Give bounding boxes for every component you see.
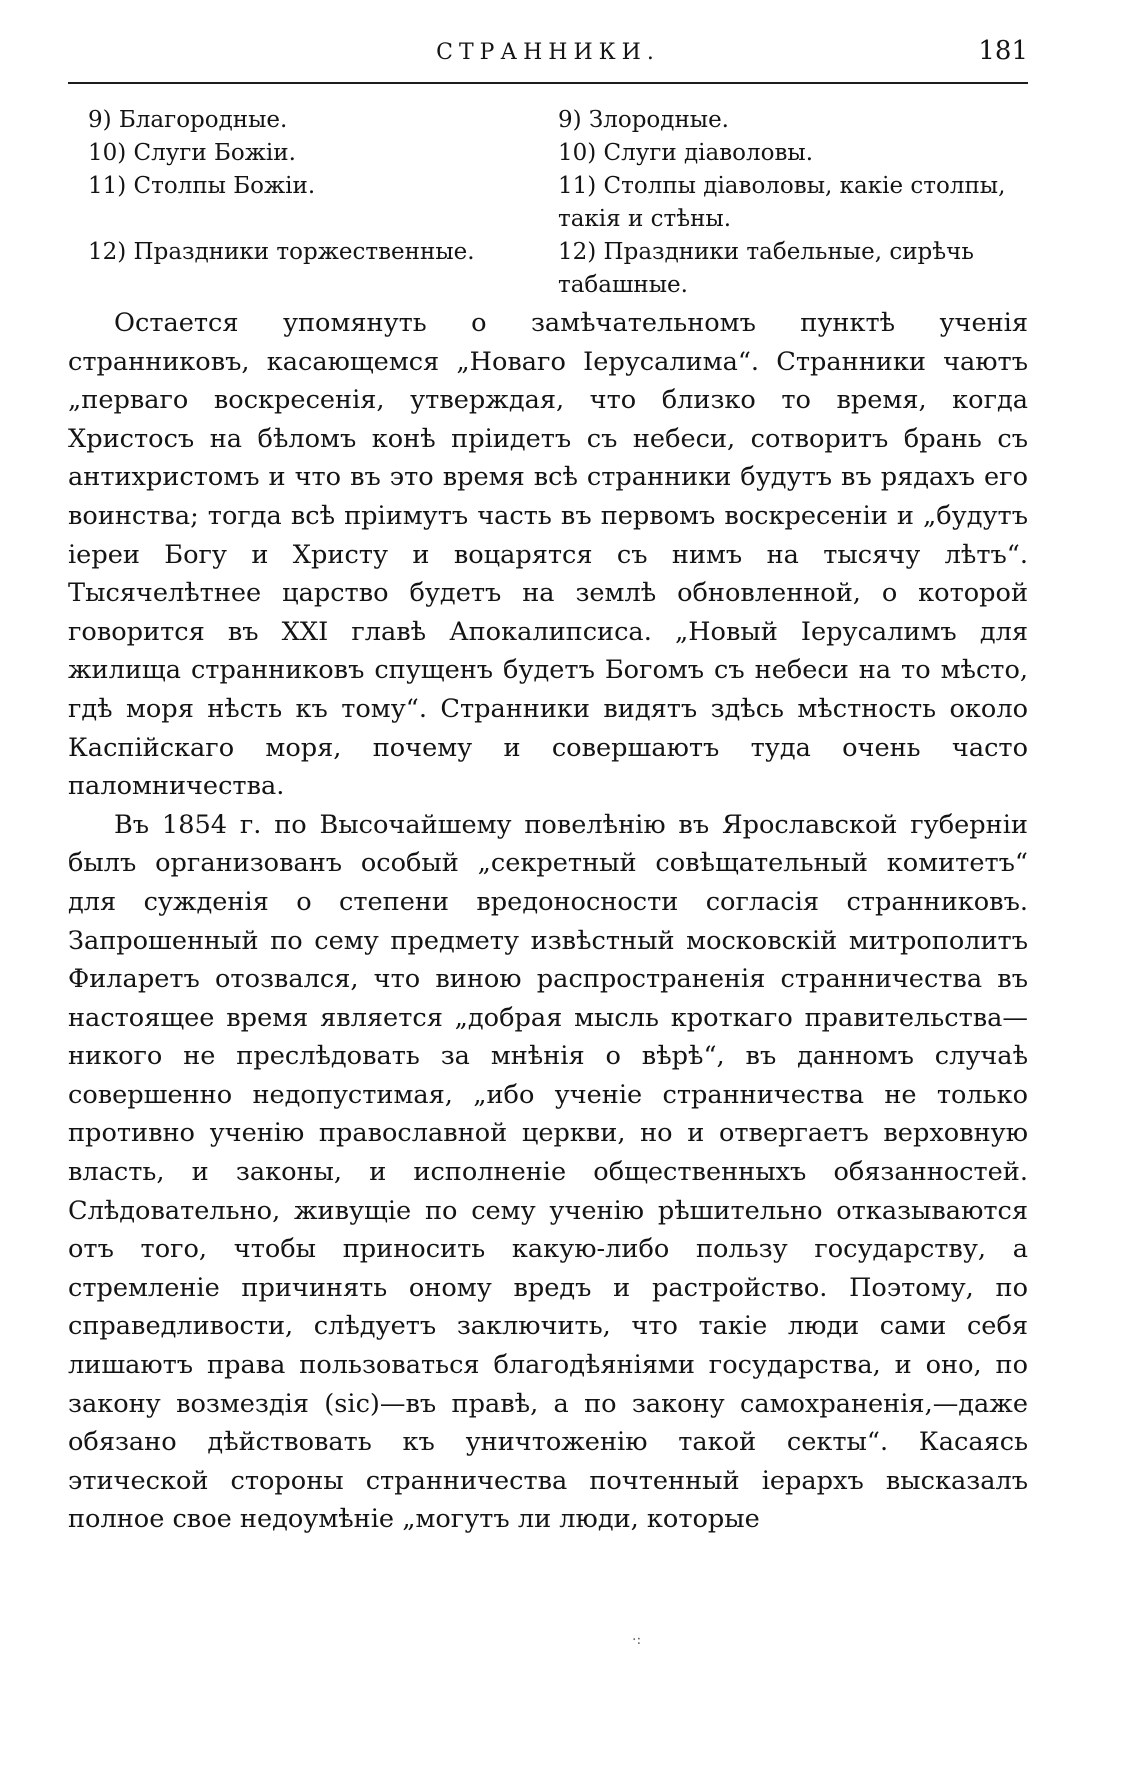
body-text xyxy=(68,304,1028,1539)
footer-mark: ·: xyxy=(632,1632,642,1648)
left-column-item: 11) Столпы Божіи. xyxy=(88,173,316,199)
comparison-row xyxy=(68,170,1028,236)
running-head xyxy=(68,30,1028,84)
comparison-row xyxy=(68,104,1028,137)
right-column-item: 12) Праздники табельные, сирѣчь табашные. xyxy=(558,239,974,298)
left-column-item: 10) Слуги Божіи. xyxy=(88,140,296,166)
comparison-columns xyxy=(68,104,1028,302)
running-title: СТРАННИКИ. xyxy=(436,40,660,65)
paragraph: Остается упомянуть о замѣчательномъ пунктѣ ученія странниковъ, касающемся „Новаго Іерусалима“. Странники чаютъ „перваго воскресенія, утверждая, что близко то время, когда Христосъ на бѣломъ конѣ пріидетъ съ небеси, сотворитъ брань съ антихристомъ и что въ это время всѣ странники будутъ въ рядахъ его воинства; тогда всѣ пріимутъ часть въ первомъ воскресеніи и „будутъ іереи Богу и Христу и воцарятся съ нимъ на тысячу лѣтъ“. Тысячелѣтнее царство будетъ на землѣ обновленной, о которой говорится въ XXI главѣ Апокалипсиса. „Новый Іерусалимъ для жилища странниковъ спущенъ будетъ Богомъ съ небеси на то мѣсто, гдѣ моря нѣсть къ тому“. Странники видятъ здѣсь мѣстность около Каспійскаго моря, почему и совершаютъ туда очень часто паломничества. xyxy=(68,308,1028,802)
paragraph: Въ 1854 г. по Высочайшему повелѣнію въ Ярославской губерніи былъ организованъ особый „секретный совѣщательный комитетъ“ для сужденія о степени вредоносности согласія странниковъ. Запрошенный по сему предмету извѣстный московскій митрополитъ Филаретъ отозвался, что виною распространенія странничества въ настоящее время является „добрая мысль кроткаго правительства—никого не преслѣдовать за мнѣнія о вѣрѣ“, въ данномъ случаѣ совершенно недопустимая, „ибо ученіе странничества не только противно ученію православной церкви, но и отвергаетъ верховную власть, и законы, и исполненіе общественныхъ обязанностей. Слѣдовательно, живущіе по сему ученію рѣшительно отказываются отъ того, чтобы приносить какую-либо пользу государству, а стремленіе причинять оному вредъ и растройство. Поэтому, по справедливости, слѣдуетъ заключить, что такіе люди сами себя лишаютъ права пользоваться благодѣяніями государства, и оно, по закону возмездія (sic)—въ правѣ, а по закону самохраненія,—даже обязано дѣйствовать къ уничтоженію такой секты“. Касаясь этической стороны странничества почтенный іерархъ высказалъ полное свое недоумѣніе „могутъ ли люди, которые xyxy=(68,809,1028,1535)
comparison-row xyxy=(68,137,1028,170)
right-column-item: 9) Злородные. xyxy=(558,107,729,133)
page-number: 181 xyxy=(978,36,1028,66)
left-column-item: 12) Праздники торжественные. xyxy=(88,239,475,265)
comparison-row xyxy=(68,236,1028,302)
right-column-item: 11) Столпы діаволовы, какіе столпы, такія и стѣны. xyxy=(558,173,1006,232)
right-column-item: 10) Слуги діаволовы. xyxy=(558,140,814,166)
page xyxy=(68,30,1028,1539)
left-column-item: 9) Благородные. xyxy=(88,107,288,133)
